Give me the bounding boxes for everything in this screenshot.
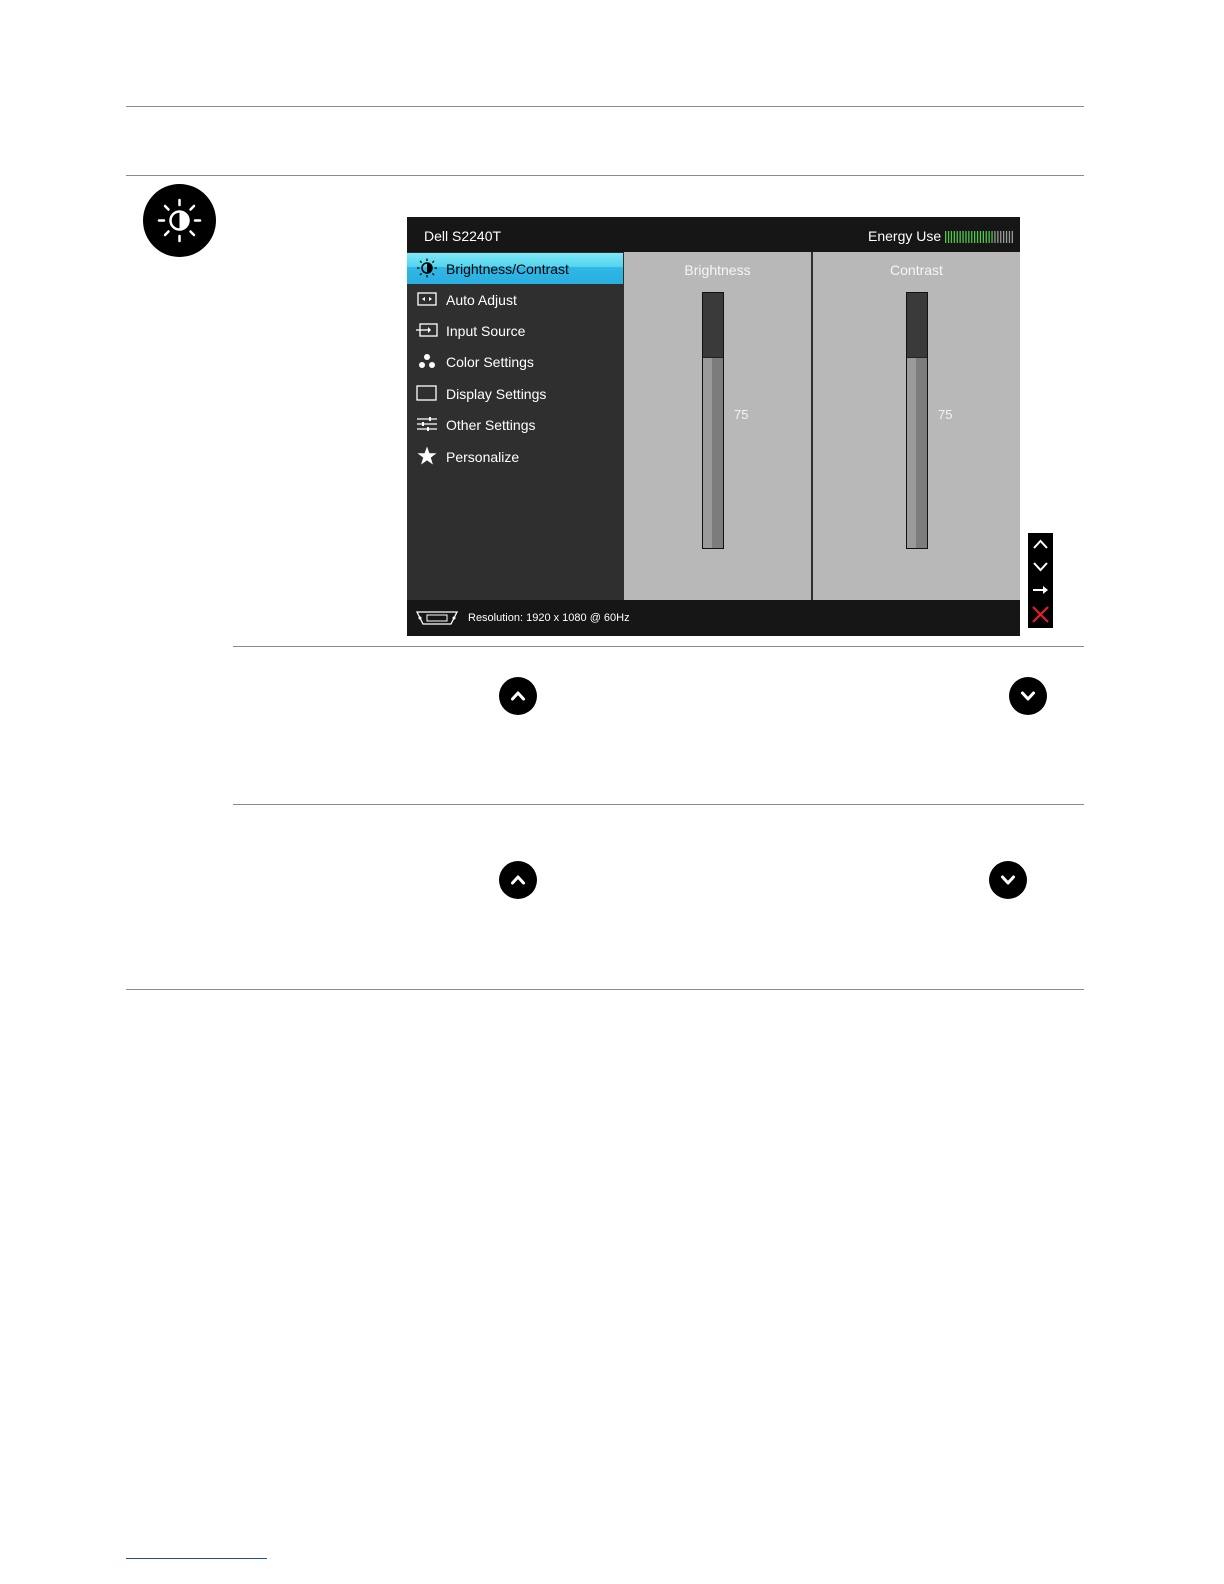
osd-model-title: Dell S2240T: [424, 228, 502, 244]
energy-bar: [1009, 231, 1010, 243]
section-rule: [126, 175, 1084, 176]
row-rule-1: [233, 646, 1084, 647]
input-source-icon: [415, 320, 439, 340]
menu-item-label: Color Settings: [446, 354, 534, 370]
brightness-contrast-icon: [415, 258, 439, 278]
osd-main-menu: [407, 252, 623, 600]
menu-item-other-settings[interactable]: [407, 409, 623, 440]
energy-bar: [1012, 231, 1013, 243]
up-button-icon: [499, 861, 537, 899]
osd-menu-window: [407, 217, 1020, 636]
energy-bar: [960, 231, 961, 243]
energy-bar: [954, 231, 955, 243]
display-settings-icon: [415, 383, 439, 403]
energy-bar: [1003, 231, 1004, 243]
menu-item-brightness-contrast[interactable]: [407, 253, 623, 284]
osd-header: [407, 217, 1020, 252]
up-icon[interactable]: [1028, 533, 1053, 556]
brightness-slider-fill: [703, 357, 723, 548]
menu-item-display-settings[interactable]: [407, 378, 623, 409]
up-button-icon: [499, 677, 537, 715]
brightness-slider[interactable]: [702, 292, 724, 549]
menu-item-label: Other Settings: [446, 417, 536, 433]
down-button-icon: [989, 861, 1027, 899]
contrast-slider[interactable]: [906, 292, 928, 549]
menu-item-color-settings[interactable]: [407, 346, 623, 377]
brightness-panel: [624, 252, 811, 600]
menu-item-input-source[interactable]: [407, 315, 623, 346]
energy-bar: [957, 231, 958, 243]
brightness-value: 75: [734, 407, 749, 422]
energy-bar: [994, 231, 995, 243]
brightness-contrast-icon: [143, 184, 216, 257]
contrast-value: 75: [938, 407, 953, 422]
contrast-slider-fill: [907, 357, 927, 548]
enter-icon[interactable]: [1028, 578, 1053, 601]
down-button-icon: [1009, 677, 1047, 715]
resolution-text: Resolution: 1920 x 1080 @ 60Hz: [468, 612, 630, 624]
other-settings-icon: [415, 414, 439, 434]
energy-bar: [951, 231, 952, 243]
down-icon[interactable]: [1028, 555, 1053, 578]
bottom-rule: [126, 989, 1084, 990]
star-icon: [415, 446, 439, 466]
energy-use-label: Energy Use: [868, 228, 942, 244]
footnote-rule: [126, 1558, 267, 1559]
contrast-title: Contrast: [890, 262, 943, 278]
energy-bar: [977, 231, 978, 243]
energy-bar: [971, 231, 972, 243]
osd-footer: [407, 600, 1020, 636]
energy-meter-icon: [945, 231, 1015, 243]
top-rule: [126, 106, 1084, 107]
energy-bar: [980, 231, 981, 243]
energy-bar: [997, 231, 998, 243]
energy-bar: [991, 231, 992, 243]
energy-bar: [962, 231, 963, 243]
energy-bar: [945, 231, 946, 243]
energy-bar: [983, 231, 984, 243]
menu-item-label: Personalize: [446, 449, 520, 465]
contrast-panel: [813, 252, 1020, 600]
menu-item-label: Display Settings: [446, 386, 547, 402]
osd-nav-buttons: [1028, 533, 1053, 628]
menu-item-label: Input Source: [446, 323, 526, 339]
energy-bar: [948, 231, 949, 243]
energy-bar: [965, 231, 966, 243]
brightness-title: Brightness: [684, 262, 751, 278]
auto-adjust-icon: [415, 289, 439, 309]
close-icon[interactable]: [1028, 603, 1053, 626]
color-settings-icon: [415, 351, 439, 371]
menu-item-personalize[interactable]: [407, 441, 623, 472]
energy-bar: [968, 231, 969, 243]
menu-item-label: Brightness/Contrast: [446, 261, 569, 277]
energy-bar: [974, 231, 975, 243]
energy-bar: [1000, 231, 1001, 243]
menu-item-label: Auto Adjust: [446, 292, 517, 308]
menu-item-auto-adjust[interactable]: [407, 284, 623, 315]
vga-connector-icon: [415, 609, 459, 627]
row-rule-2: [233, 804, 1084, 805]
energy-bar: [986, 231, 987, 243]
energy-bar: [1006, 231, 1007, 243]
energy-bar: [989, 231, 990, 243]
